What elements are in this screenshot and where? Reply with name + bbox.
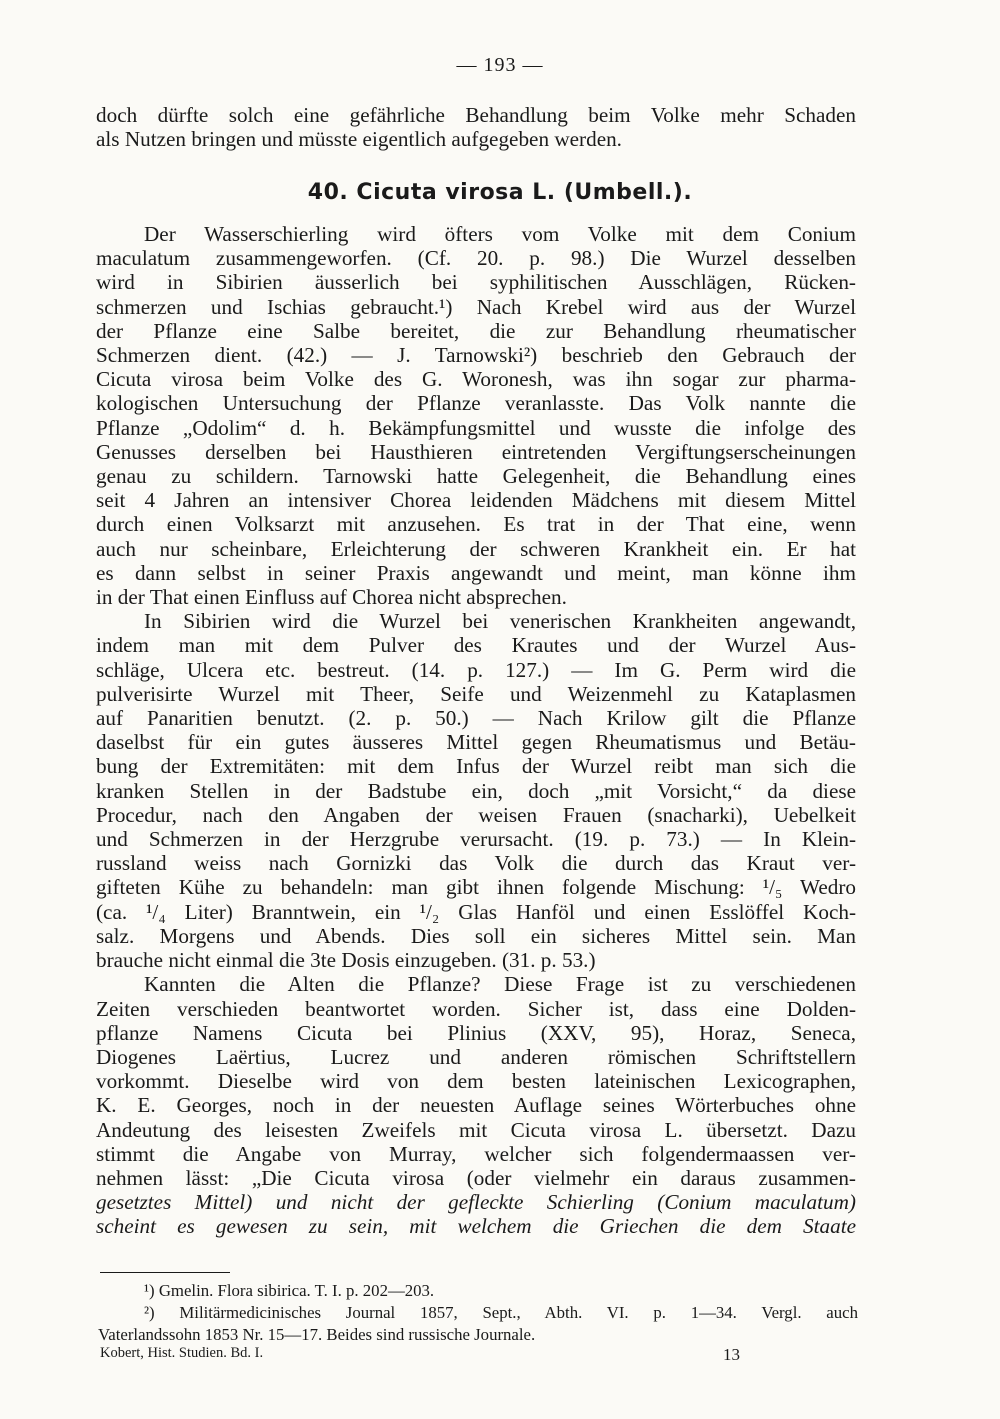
text-line: der Pflanze eine Salbe bereitet, die zur Behandlung rheumatischer [96,318,856,343]
text-line: schmerzen und Ischias gebraucht.¹) Nach Krebel wird aus der Wurzel [96,294,856,319]
text-line: Genusses derselben bei Hausthieren eintretenden Vergiftungserscheinungen [96,439,856,464]
text-line: K. E. Georges, noch in der neuesten Auflage seines Wörterbuches ohne [96,1093,856,1118]
text-line: Pflanze „Odolim“ d. h. Bekämpfungsmittel und wusste die infolge des [96,415,856,440]
text-line: brauche nicht einmal die 3te Dosis einzugeben. (31. p. 53.) [96,948,596,973]
text-line: durch einen Volksarzt mit anzusehen. Es trat in der That eine, wenn [96,512,856,537]
text-line: vorkommt. Dieselbe wird von dem besten lateinischen Lexicographen, [96,1069,856,1094]
text-line: Andeutung des leisesten Zweifels mit Cicuta virosa L. übersetzt. Dazu [96,1117,856,1142]
text-line: Cicuta virosa beim Volke des G. Woronesh, was ihn sogar zur pharma- [96,367,856,392]
text-line: salz. Morgens und Abends. Dies soll ein sicheres Mittel sein. Man [96,923,856,948]
signature-line [100,1345,740,1365]
text-line: Schmerzen dient. (42.) — J. Tarnowski²) beschrieb den Gebrauch der [96,343,856,368]
footnote-2: ²) Militärmedicinisches Journal 1857, Sept., Abth. VI. p. 1—34. Vergl. auch [144,1303,858,1322]
text-line: auch nur scheinbare, Erleichterung der schweren Krankheit ein. Er hat [96,536,856,561]
text-line: stimmt die Angabe von Murray, welcher sich folgendermaassen ver- [96,1141,856,1166]
footnote-1: ¹) Gmelin. Flora sibirica. T. I. p. 202—203. [144,1281,435,1300]
text-line: scheint es gewesen zu sein, mit welchem die Griechen die dem Staate [96,1214,856,1239]
text-line: genau zu schildern. Tarnowski hatte Gelegenheit, die Behandlung eines [96,464,856,489]
text-line: gesetztes Mittel) und nicht der gefleckte Schierling (Conium maculatum) [96,1190,856,1215]
text-line: Diogenes Laërtius, Lucrez und anderen römischen Schriftstellern [96,1044,856,1069]
text-line: maculatum zusammengeworfen. (Cf. 20. p. 98.) Die Wurzel desselben [96,246,856,271]
text-line: Kannten die Alten die Pflanze? Diese Frage ist zu verschiedenen [144,972,856,997]
footnote-2-continued: Vaterlandssohn 1853 Nr. 15—17. Beides sind russische Journale. [98,1325,536,1344]
sheet-number: 13 [723,1345,740,1364]
text-line: und Schmerzen in der Herzgrube verursacht. (19. p. 73.) — In Klein- [96,827,856,852]
text-line: nehmen lässt: „Die Cicuta virosa (oder vielmehr ein daraus zusammen- [96,1165,856,1190]
text-line: bung der Extremitäten: mit dem Infus der Wurzel reibt man sich die [96,754,856,779]
text-line: gifteten Kühe zu behandeln: man gibt ihnen folgende Mischung: ¹/₅ Wedro [96,875,856,900]
text-line: schläge, Ulcera etc. bestreut. (14. p. 127.) — Im G. Perm wird die [96,657,856,682]
section-body [96,222,856,1239]
signature-mark: Kobert, Hist. Studien. Bd. I. [100,1345,264,1361]
text-line: auf Panaritien benutzt. (2. p. 50.) — Nach Krilow gilt die Pflanze [96,706,856,731]
text-line: als Nutzen bringen und müsste eigentlich aufgegeben werden. [96,127,622,152]
text-line: in der That einen Einfluss auf Chorea nicht absprechen. [96,585,567,610]
text-line: doch dürfte solch eine gefährliche Behandlung beim Volke mehr Schaden [96,103,856,127]
text-line: wird in Sibirien äusserlich bei syphilitischen Ausschlägen, Rücken- [96,270,856,295]
continuation-paragraph [96,103,856,151]
text-line: Der Wasserschierling wird öfters vom Volke mit dem Conium [144,222,856,246]
text-line: pflanze Namens Cicuta bei Plinius (XXV, 95), Horaz, Seneca, [96,1020,856,1045]
text-line: seit 4 Jahren an intensiver Chorea leidenden Mädchens mit diesem Mittel [96,488,856,513]
text-line: In Sibirien wird die Wurzel bei venerischen Krankheiten angewandt, [144,609,856,634]
text-line: kranken Stellen in der Badstube ein, doch „mit Vorsicht,“ da diese [96,778,856,803]
text-line: russland weiss nach Gornizki das Volk die durch das Kraut ver- [96,851,856,876]
text-line: pulverisirte Wurzel mit Theer, Seife und Weizenmehl zu Kataplasmen [96,681,856,706]
text-line: es dann selbst in seiner Praxis angewandt und meint, man könne ihm [96,560,856,585]
text-line: (ca. ¹/₄ Liter) Branntwein, ein ¹/₂ Glas Hanföl und einen Esslöffel Koch- [96,899,856,924]
page-number: — 193 — [456,54,544,76]
text-line: daselbst für ein gutes äusseres Mittel gegen Rheumatismus und Betäu- [96,730,856,755]
text-line: indem man mit dem Pulver des Krautes und der Wurzel Aus- [96,633,856,658]
section-heading: 40. Cicuta virosa L. (Umbell.). [307,180,693,205]
text-line: Zeiten verschieden beantwortet worden. Sicher ist, dass eine Dolden- [96,996,856,1021]
footnote-divider [100,1272,230,1273]
text-line: Procedur, nach den Angaben der weisen Frauen (snacharki), Uebelkeit [96,802,856,827]
text-line: kologischen Untersuchung der Pflanze veranlasste. Das Volk nannte die [96,391,856,416]
footnotes [98,1280,858,1346]
